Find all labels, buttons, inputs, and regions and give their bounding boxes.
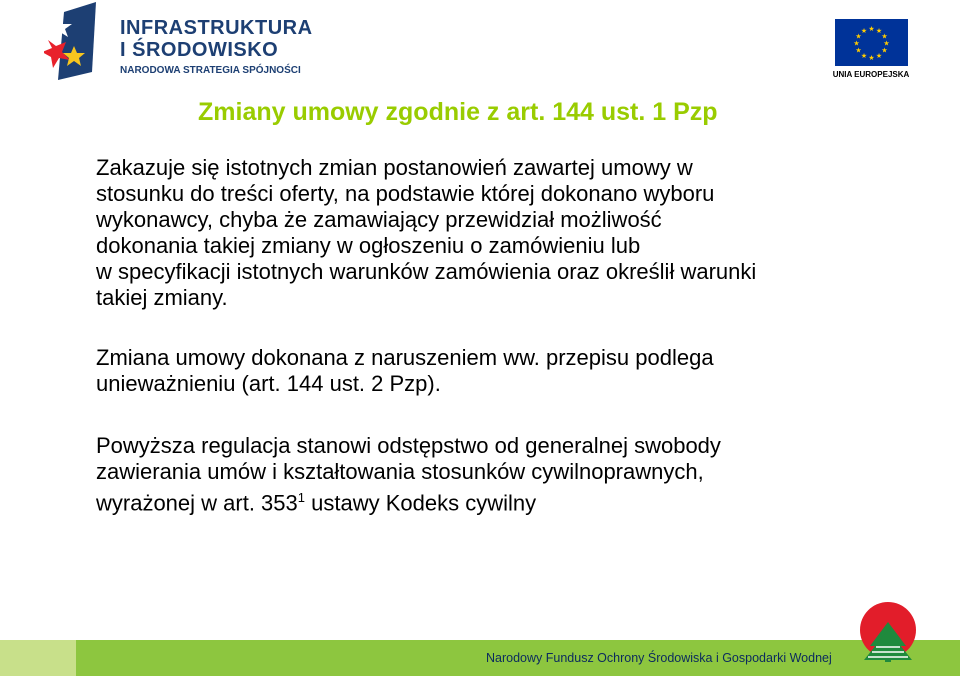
paragraph-2 [96,345,896,397]
svg-text:★: ★ [855,32,862,41]
svg-text:★: ★ [875,27,883,35]
paragraph-1 [96,155,896,311]
paragraph-3-line: Powyższa regulacja stanowi odstępstwo od generalnej swobody [96,433,721,458]
slide-title: Zmiany umowy zgodnie z art. 144 ust. 1 Pzp [198,98,718,126]
svg-text:★: ★ [868,54,875,62]
paragraph-3-line3-text: wyrażonej w art. 353 [96,490,298,516]
svg-text:★: ★ [868,25,875,33]
svg-text:★: ★ [855,46,862,55]
paragraph-2-line: Zmiana umowy dokonana z naruszeniem ww. przepisu podlega [96,345,714,370]
logo-emblem-icon [44,2,104,84]
eu-flag-icon [835,19,908,66]
paragraph-2-line: unieważnieniu (art. 144 ust. 2 Pzp). [96,371,441,396]
svg-text:★: ★ [881,32,888,41]
svg-text:★: ★ [853,39,860,48]
superscript: 1 [297,490,305,505]
logo-line-2: I ŚRODOWISKO [120,39,279,61]
paragraph-3-line: zawierania umów i kształtowania stosunków cywilnoprawnych, [96,459,704,484]
footer-text: Narodowy Fundusz Ochrony Środowiska i Gospodarki Wodnej [486,651,832,665]
footer-bar-accent [0,640,76,676]
paragraph-1-line: wykonawcy, chyba że zamawiający przewidział możliwość [96,207,662,232]
infrastruktura-logo [44,2,319,84]
svg-text:★: ★ [860,27,868,35]
logo-line-3: NARODOWA STRATEGIA SPÓJNOŚCI [120,65,301,76]
paragraph-3 [96,433,896,516]
paragraph-1-line: dokonania takiej zmiany w ogłoszeniu o zamówieniu lub [96,233,641,258]
svg-text:★: ★ [860,52,868,60]
paragraph-1-line: w specyfikacji istotnych warunków zamówienia oraz określił warunki [96,259,757,284]
paragraph-3-line3-tail: ustawy Kodeks cywilny [305,490,537,516]
nfosigw-logo-icon [858,600,918,670]
svg-text:★: ★ [875,52,883,60]
paragraph-3-line [96,485,896,516]
svg-text:★: ★ [881,46,888,55]
paragraph-1-line: Zakazuje się istotnych zmian postanowień zawartej umowy w [96,155,693,180]
paragraph-1-line: stosunku do treści oferty, na podstawie której dokonano wyboru [96,181,715,206]
logo-line-1: INFRASTRUKTURA [120,17,313,39]
eu-label: UNIA EUROPEJSKA [832,70,910,79]
paragraph-1-line: takiej zmiany. [96,285,228,310]
svg-text:★: ★ [883,39,890,48]
